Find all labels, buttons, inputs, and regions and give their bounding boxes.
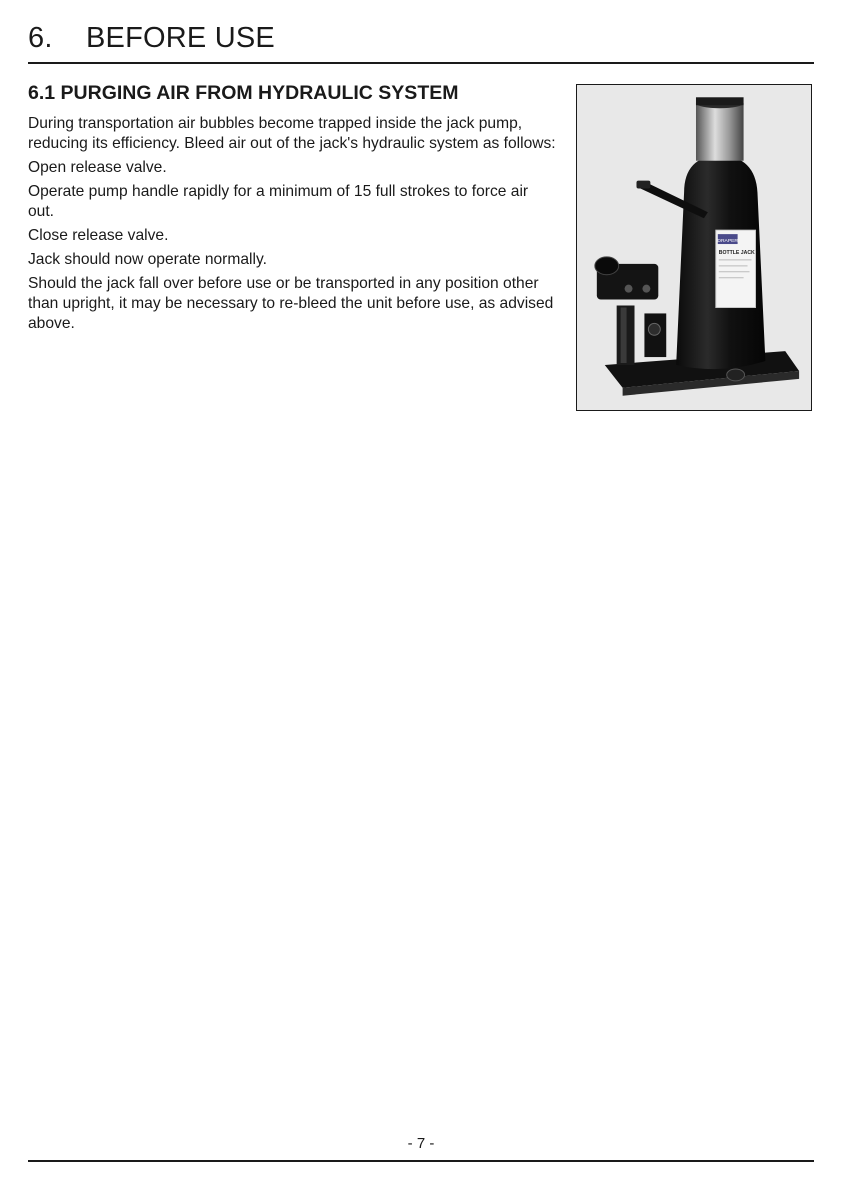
section-title: 6.1 PURGING AIR FROM HYDRAULIC SYSTEM bbox=[28, 82, 459, 104]
step-operate-normally: Jack should now operate normally. bbox=[28, 251, 267, 268]
step-close-valve: Close release valve. bbox=[28, 227, 169, 244]
chapter-title bbox=[28, 22, 275, 55]
section-body bbox=[28, 114, 558, 338]
step-open-valve: Open release valve. bbox=[28, 159, 167, 176]
bottle-jack-illustration bbox=[577, 85, 811, 410]
header-divider bbox=[28, 62, 814, 64]
paragraph-intro: During transportation air bubbles become trapped inside the jack pump, reducing its efficiency. Bleed air out of the jack's hydraulic system as follows: bbox=[28, 115, 556, 152]
step-operate-pump: Operate pump handle rapidly for a minimum of 15 full strokes to force air out. bbox=[28, 183, 529, 220]
bottle-jack-photo bbox=[576, 84, 812, 411]
chapter-title-text: BEFORE USE bbox=[86, 22, 275, 54]
page-number: - 7 - bbox=[407, 1135, 435, 1152]
paragraph-rebleed-note: Should the jack fall over before use or be transported in any position other than upright, it may be necessary to re-bleed the unit before use, as advised above. bbox=[28, 275, 554, 332]
footer-divider bbox=[28, 1160, 814, 1162]
label-product: BOTTLE JACK bbox=[718, 249, 755, 256]
chapter-number: 6. bbox=[28, 22, 53, 54]
label-brand: DRAPER bbox=[717, 239, 739, 245]
